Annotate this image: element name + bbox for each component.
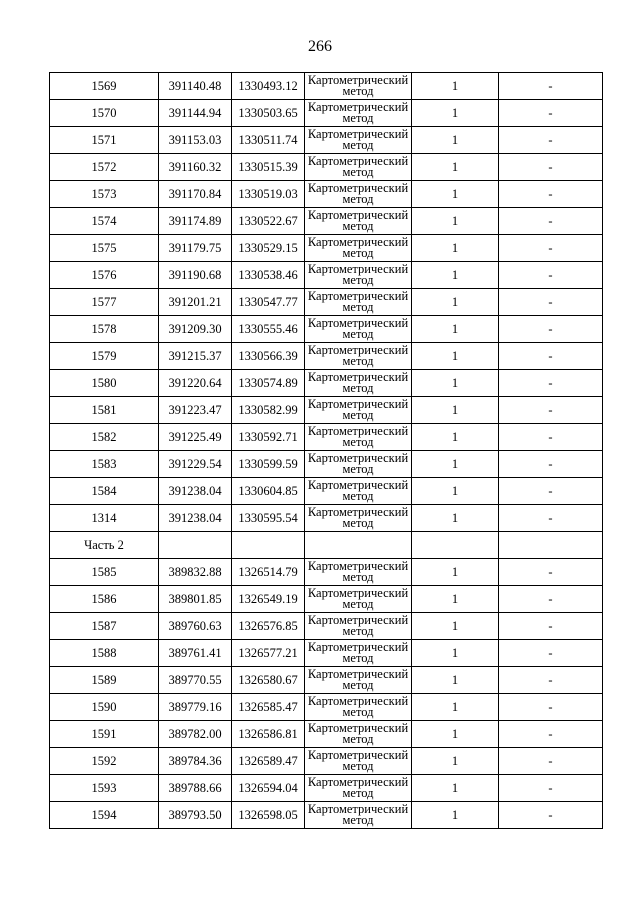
note-cell: - [499,127,603,154]
method-line-1: Картометрический [307,667,409,681]
x-coordinate-cell: 391238.04 [159,478,232,505]
x-coordinate-cell: 391223.47 [159,397,232,424]
point-number-cell: 1569 [50,73,159,100]
note-cell: - [499,775,603,802]
precision-cell: 1 [412,208,499,235]
empty-cell [499,532,603,559]
point-number-cell: 1581 [50,397,159,424]
method-cell [305,478,412,505]
note-cell: - [499,667,603,694]
method-line-2: метод [342,489,374,503]
method-line-1: Картометрический [307,127,409,141]
precision-cell: 1 [412,640,499,667]
method-line-1: Картометрический [307,208,409,222]
table-row [50,208,603,235]
point-number-cell: 1577 [50,289,159,316]
section-row [50,532,603,559]
x-coordinate-cell: 389770.55 [159,667,232,694]
precision-cell: 1 [412,370,499,397]
table-row [50,235,603,262]
table-row [50,721,603,748]
note-cell: - [499,613,603,640]
method-line-1: Картометрический [307,397,409,411]
method-line-1: Картометрический [307,424,409,438]
method-line-1: Картометрический [307,748,409,762]
method-line-2: метод [342,678,374,692]
method-line-2: метод [342,300,374,314]
point-number-cell: 1586 [50,586,159,613]
method-cell [305,289,412,316]
method-cell [305,397,412,424]
method-line-2: метод [342,219,374,233]
table-row [50,667,603,694]
point-number-cell: 1579 [50,343,159,370]
method-line-2: метод [342,165,374,179]
y-coordinate-cell: 1330595.54 [232,505,305,532]
method-cell [305,262,412,289]
table-row [50,397,603,424]
y-coordinate-cell: 1330599.59 [232,451,305,478]
table-row [50,451,603,478]
method-line-1: Картометрический [307,586,409,600]
precision-cell: 1 [412,559,499,586]
point-number-cell: 1587 [50,613,159,640]
method-cell [305,181,412,208]
note-cell: - [499,289,603,316]
method-line-1: Картометрический [307,478,409,492]
point-number-cell: 1571 [50,127,159,154]
method-line-2: метод [342,138,374,152]
method-line-2: метод [342,435,374,449]
method-cell [305,100,412,127]
method-line-2: метод [342,570,374,584]
note-cell: - [499,694,603,721]
method-cell [305,802,412,829]
table-row [50,316,603,343]
method-cell [305,748,412,775]
note-cell: - [499,451,603,478]
page-number: 266 [308,38,332,55]
y-coordinate-cell: 1330592.71 [232,424,305,451]
point-number-cell: 1583 [50,451,159,478]
y-coordinate-cell: 1326594.04 [232,775,305,802]
precision-cell: 1 [412,73,499,100]
x-coordinate-cell: 389832.88 [159,559,232,586]
x-coordinate-cell: 391209.30 [159,316,232,343]
precision-cell: 1 [412,343,499,370]
method-line-2: метод [342,597,374,611]
x-coordinate-cell: 389782.00 [159,721,232,748]
precision-cell: 1 [412,775,499,802]
note-cell: - [499,73,603,100]
note-cell: - [499,721,603,748]
method-line-1: Картометрический [307,694,409,708]
method-line-1: Картометрический [307,505,409,519]
x-coordinate-cell: 389761.41 [159,640,232,667]
note-cell: - [499,181,603,208]
method-line-1: Картометрический [307,559,409,573]
method-cell [305,640,412,667]
table-row [50,586,603,613]
x-coordinate-cell: 391153.03 [159,127,232,154]
note-cell: - [499,397,603,424]
empty-cell [305,532,412,559]
method-line-2: метод [342,354,374,368]
x-coordinate-cell: 391220.64 [159,370,232,397]
method-line-1: Картометрический [307,181,409,195]
method-line-2: метод [342,813,374,827]
y-coordinate-cell: 1330604.85 [232,478,305,505]
x-coordinate-cell: 389760.63 [159,613,232,640]
note-cell: - [499,343,603,370]
method-line-1: Картометрический [307,73,409,87]
y-coordinate-cell: 1326586.81 [232,721,305,748]
method-cell [305,73,412,100]
point-number-cell: 1575 [50,235,159,262]
table-row [50,100,603,127]
table-row [50,289,603,316]
table-row [50,370,603,397]
note-cell: - [499,559,603,586]
method-line-2: метод [342,273,374,287]
x-coordinate-cell: 391170.84 [159,181,232,208]
method-line-1: Картометрический [307,100,409,114]
y-coordinate-cell: 1326598.05 [232,802,305,829]
point-number-cell: 1592 [50,748,159,775]
method-line-2: метод [342,84,374,98]
x-coordinate-cell: 389793.50 [159,802,232,829]
precision-cell: 1 [412,613,499,640]
y-coordinate-cell: 1330511.74 [232,127,305,154]
method-line-2: метод [342,786,374,800]
method-line-1: Картометрический [307,613,409,627]
point-number-cell: 1585 [50,559,159,586]
method-cell [305,127,412,154]
method-cell [305,694,412,721]
precision-cell: 1 [412,721,499,748]
x-coordinate-cell: 391190.68 [159,262,232,289]
table-row [50,73,603,100]
table-row [50,694,603,721]
point-number-cell: 1584 [50,478,159,505]
note-cell: - [499,262,603,289]
table-row [50,478,603,505]
note-cell: - [499,424,603,451]
method-line-2: метод [342,408,374,422]
method-line-1: Картометрический [307,289,409,303]
x-coordinate-cell: 391238.04 [159,505,232,532]
point-number-cell: 1589 [50,667,159,694]
note-cell: - [499,154,603,181]
table-row [50,775,603,802]
precision-cell: 1 [412,262,499,289]
x-coordinate-cell: 391225.49 [159,424,232,451]
precision-cell: 1 [412,100,499,127]
y-coordinate-cell: 1326576.85 [232,613,305,640]
point-number-cell: 1590 [50,694,159,721]
point-number-cell: 1578 [50,316,159,343]
point-number-cell: 1574 [50,208,159,235]
x-coordinate-cell: 391229.54 [159,451,232,478]
x-coordinate-cell: 391174.89 [159,208,232,235]
precision-cell: 1 [412,505,499,532]
method-cell [305,343,412,370]
section-label: Часть 2 [50,532,159,559]
method-line-2: метод [342,759,374,773]
method-cell [305,451,412,478]
table-row [50,505,603,532]
point-number-cell: 1582 [50,424,159,451]
y-coordinate-cell: 1330529.15 [232,235,305,262]
y-coordinate-cell: 1330566.39 [232,343,305,370]
x-coordinate-cell: 389784.36 [159,748,232,775]
y-coordinate-cell: 1330493.12 [232,73,305,100]
method-line-1: Картометрический [307,235,409,249]
method-line-2: метод [342,732,374,746]
method-line-2: метод [342,192,374,206]
y-coordinate-cell: 1330547.77 [232,289,305,316]
x-coordinate-cell: 389801.85 [159,586,232,613]
method-cell [305,424,412,451]
x-coordinate-cell: 391160.32 [159,154,232,181]
note-cell: - [499,100,603,127]
x-coordinate-cell: 391144.94 [159,100,232,127]
x-coordinate-cell: 389779.16 [159,694,232,721]
note-cell: - [499,640,603,667]
y-coordinate-cell: 1330538.46 [232,262,305,289]
table-row [50,802,603,829]
precision-cell: 1 [412,478,499,505]
precision-cell: 1 [412,316,499,343]
y-coordinate-cell: 1326549.19 [232,586,305,613]
table-row [50,640,603,667]
precision-cell: 1 [412,667,499,694]
y-coordinate-cell: 1330582.99 [232,397,305,424]
point-number-cell: 1594 [50,802,159,829]
method-line-1: Картометрический [307,451,409,465]
method-cell [305,559,412,586]
precision-cell: 1 [412,397,499,424]
point-number-cell: 1314 [50,505,159,532]
point-number-cell: 1572 [50,154,159,181]
note-cell: - [499,478,603,505]
method-line-2: метод [342,327,374,341]
x-coordinate-cell: 391140.48 [159,73,232,100]
note-cell: - [499,748,603,775]
y-coordinate-cell: 1330519.03 [232,181,305,208]
method-line-2: метод [342,651,374,665]
point-number-cell: 1588 [50,640,159,667]
method-cell [305,505,412,532]
method-line-1: Картометрический [307,721,409,735]
y-coordinate-cell: 1330522.67 [232,208,305,235]
method-line-1: Картометрический [307,343,409,357]
table-row [50,154,603,181]
precision-cell: 1 [412,424,499,451]
method-cell [305,613,412,640]
method-cell [305,154,412,181]
precision-cell: 1 [412,694,499,721]
x-coordinate-cell: 391201.21 [159,289,232,316]
y-coordinate-cell: 1330555.46 [232,316,305,343]
coordinates-table [49,72,603,829]
point-number-cell: 1573 [50,181,159,208]
method-line-1: Картометрический [307,154,409,168]
precision-cell: 1 [412,154,499,181]
note-cell: - [499,370,603,397]
method-cell [305,775,412,802]
method-cell [305,208,412,235]
table-row [50,127,603,154]
table-row [50,424,603,451]
precision-cell: 1 [412,235,499,262]
precision-cell: 1 [412,289,499,316]
empty-cell [159,532,232,559]
empty-cell [232,532,305,559]
point-number-cell: 1576 [50,262,159,289]
method-line-1: Картометрический [307,802,409,816]
note-cell: - [499,505,603,532]
note-cell: - [499,235,603,262]
method-line-2: метод [342,516,374,530]
point-number-cell: 1580 [50,370,159,397]
precision-cell: 1 [412,586,499,613]
x-coordinate-cell: 389788.66 [159,775,232,802]
method-cell [305,235,412,262]
table-row [50,559,603,586]
method-cell [305,721,412,748]
y-coordinate-cell: 1326514.79 [232,559,305,586]
y-coordinate-cell: 1326589.47 [232,748,305,775]
method-cell [305,586,412,613]
method-line-1: Картометрический [307,775,409,789]
note-cell: - [499,208,603,235]
point-number-cell: 1591 [50,721,159,748]
note-cell: - [499,586,603,613]
point-number-cell: 1593 [50,775,159,802]
note-cell: - [499,802,603,829]
y-coordinate-cell: 1326580.67 [232,667,305,694]
method-line-2: метод [342,705,374,719]
y-coordinate-cell: 1326585.47 [232,694,305,721]
coordinates-table-body [50,73,603,829]
method-line-2: метод [342,462,374,476]
method-line-1: Картометрический [307,370,409,384]
y-coordinate-cell: 1330574.89 [232,370,305,397]
method-line-1: Картометрический [307,316,409,330]
method-line-1: Картометрический [307,262,409,276]
table-row [50,748,603,775]
x-coordinate-cell: 391179.75 [159,235,232,262]
table-row [50,343,603,370]
y-coordinate-cell: 1330503.65 [232,100,305,127]
table-row [50,181,603,208]
method-line-2: метод [342,111,374,125]
table-row [50,262,603,289]
method-line-2: метод [342,381,374,395]
note-cell: - [499,316,603,343]
method-line-2: метод [342,624,374,638]
precision-cell: 1 [412,748,499,775]
precision-cell: 1 [412,181,499,208]
empty-cell [412,532,499,559]
point-number-cell: 1570 [50,100,159,127]
method-line-2: метод [342,246,374,260]
table-row [50,613,603,640]
precision-cell: 1 [412,127,499,154]
method-cell [305,667,412,694]
precision-cell: 1 [412,802,499,829]
method-line-1: Картометрический [307,640,409,654]
y-coordinate-cell: 1326577.21 [232,640,305,667]
method-cell [305,316,412,343]
method-cell [305,370,412,397]
precision-cell: 1 [412,451,499,478]
x-coordinate-cell: 391215.37 [159,343,232,370]
y-coordinate-cell: 1330515.39 [232,154,305,181]
